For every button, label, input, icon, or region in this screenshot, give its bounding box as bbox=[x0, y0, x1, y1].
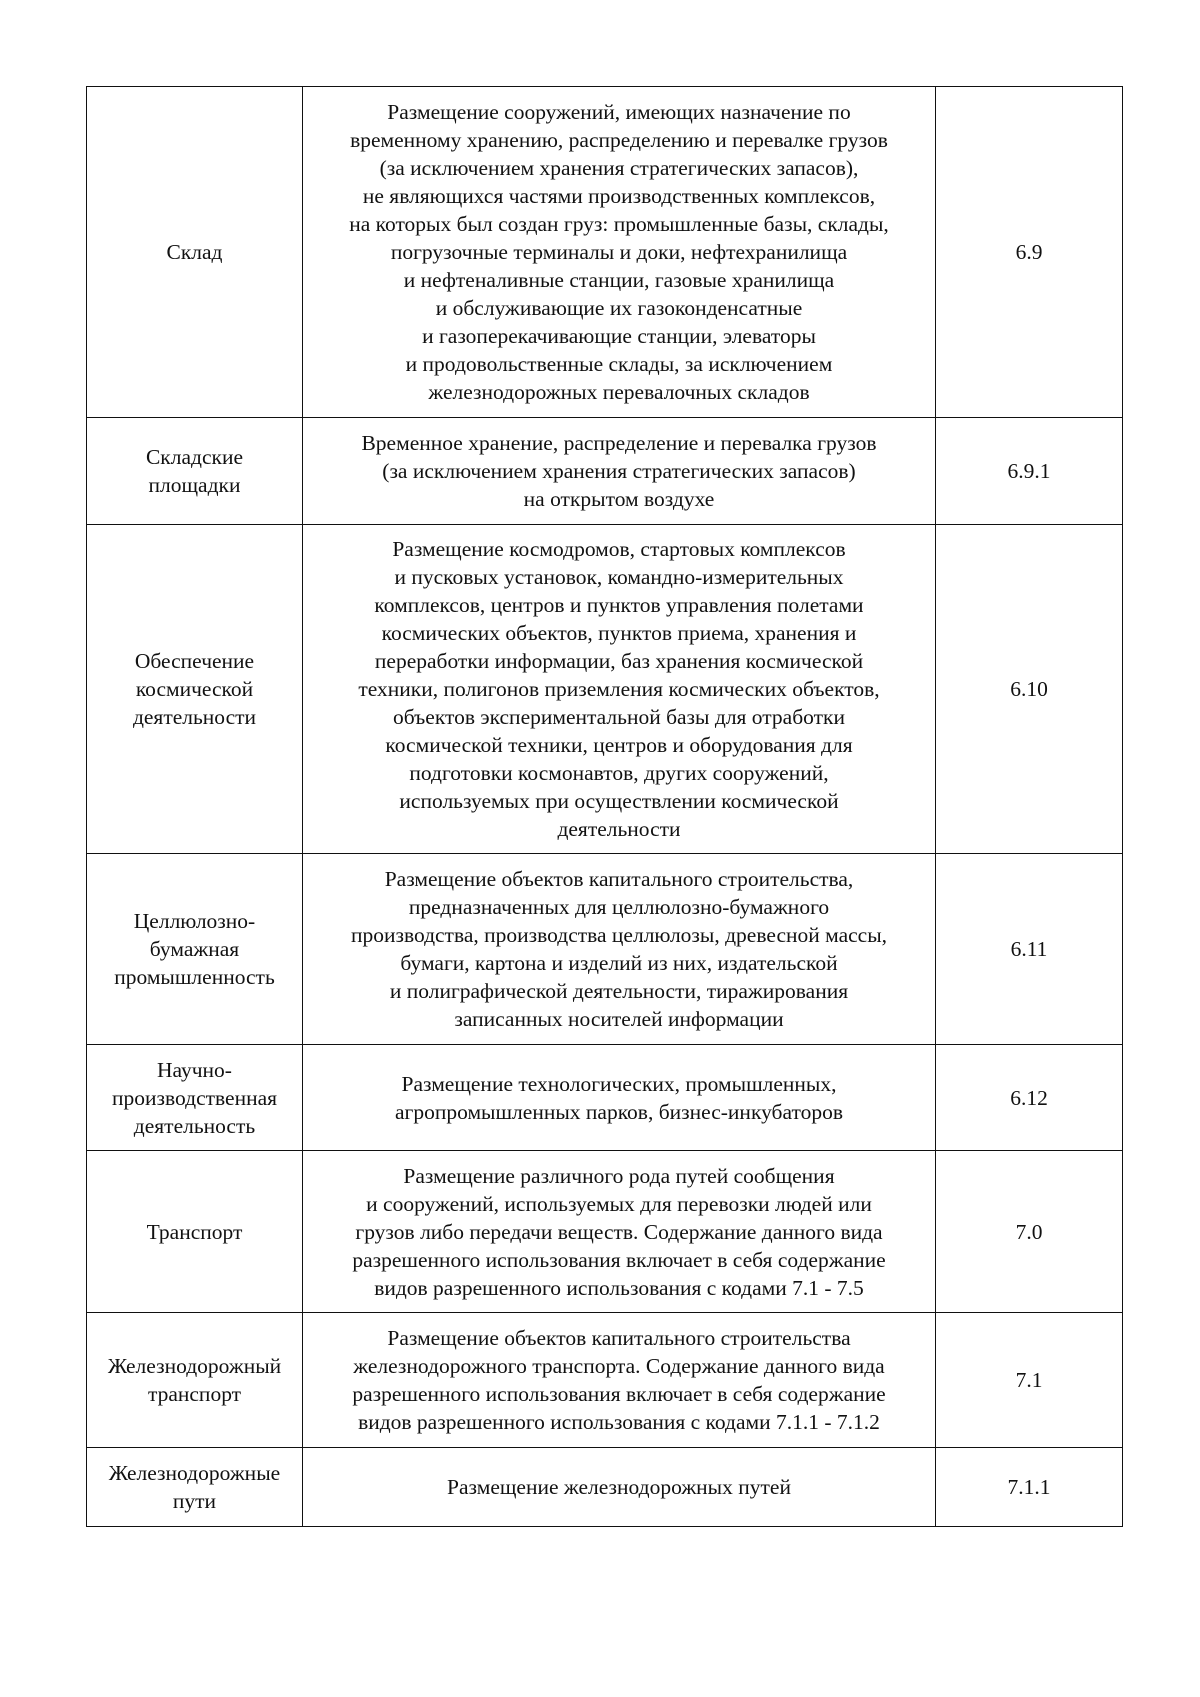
land-use-table bbox=[86, 86, 1123, 1527]
use-type-description: Размещение различного рода путей сообщения и сооружений, используемых для перевозки людей или грузов либо передачи веществ. Содержание данного вида разрешенного использования включает в себя содержание видов разрешенного использования с кодами 7.1 - 7.5 bbox=[303, 1151, 936, 1313]
use-type-description: Размещение сооружений, имеющих назначение по временному хранению, распределению и перевалке грузов (за исключением хранения стратегических запасов), не являющихся частями производственных комплексов, на которых был создан груз: промышленные базы, склады, погрузочные терминалы и доки, нефтехранилища и нефтеналивные станции, газовые хранилища и обслуживающие их газоконденсатные и газоперекачивающие станции, элеваторы и продовольственные склады, за исключением железнодорожных перевалочных складов bbox=[303, 87, 936, 418]
use-type-name: Склад bbox=[87, 87, 303, 418]
use-type-name: Складские площадки bbox=[87, 418, 303, 525]
use-type-name: Транспорт bbox=[87, 1151, 303, 1313]
use-type-description: Размещение объектов капитального строительства железнодорожного транспорта. Содержание данного вида разрешенного использования включает в себя содержание видов разрешенного использования с кодами 7.1.1 - 7.1.2 bbox=[303, 1313, 936, 1448]
use-type-code: 7.1 bbox=[936, 1313, 1123, 1448]
table-row bbox=[87, 525, 1123, 854]
table-row bbox=[87, 1448, 1123, 1527]
use-type-description: Размещение железнодорожных путей bbox=[303, 1448, 936, 1527]
use-type-description: Временное хранение, распределение и перевалка грузов (за исключением хранения стратегических запасов) на открытом воздухе bbox=[303, 418, 936, 525]
use-type-description: Размещение технологических, промышленных, агропромышленных парков, бизнес-инкубаторов bbox=[303, 1045, 936, 1151]
use-type-code: 6.12 bbox=[936, 1045, 1123, 1151]
table-row bbox=[87, 1313, 1123, 1448]
use-type-code: 6.10 bbox=[936, 525, 1123, 854]
table-row bbox=[87, 1151, 1123, 1313]
use-type-description: Размещение объектов капитального строительства, предназначенных для целлюлозно-бумажного производства, производства целлюлозы, древесной массы, бумаги, картона и изделий из них, издательской и полиграфической деятельности, тиражирования записанных носителей информации bbox=[303, 854, 936, 1045]
use-type-code: 6.11 bbox=[936, 854, 1123, 1045]
use-type-name: Обеспечение космической деятельности bbox=[87, 525, 303, 854]
use-type-code: 7.1.1 bbox=[936, 1448, 1123, 1527]
use-type-code: 6.9.1 bbox=[936, 418, 1123, 525]
table-row bbox=[87, 1045, 1123, 1151]
use-type-name: Научно- производственная деятельность bbox=[87, 1045, 303, 1151]
use-type-name: Железнодорожный транспорт bbox=[87, 1313, 303, 1448]
use-type-code: 7.0 bbox=[936, 1151, 1123, 1313]
table-row bbox=[87, 418, 1123, 525]
use-type-description: Размещение космодромов, стартовых комплексов и пусковых установок, командно-измерительных комплексов, центров и пунктов управления полетами космических объектов, пунктов приема, хранения и переработки информации, баз хранения космической техники, полигонов приземления космических объектов, объектов экспериментальной базы для отработки космической техники, центров и оборудования для подготовки космонавтов, других сооружений, используемых при осуществлении космической деятельности bbox=[303, 525, 936, 854]
use-type-name: Железнодорожные пути bbox=[87, 1448, 303, 1527]
table-row bbox=[87, 87, 1123, 418]
use-type-code: 6.9 bbox=[936, 87, 1123, 418]
use-type-name: Целлюлозно- бумажная промышленность bbox=[87, 854, 303, 1045]
table-row bbox=[87, 854, 1123, 1045]
